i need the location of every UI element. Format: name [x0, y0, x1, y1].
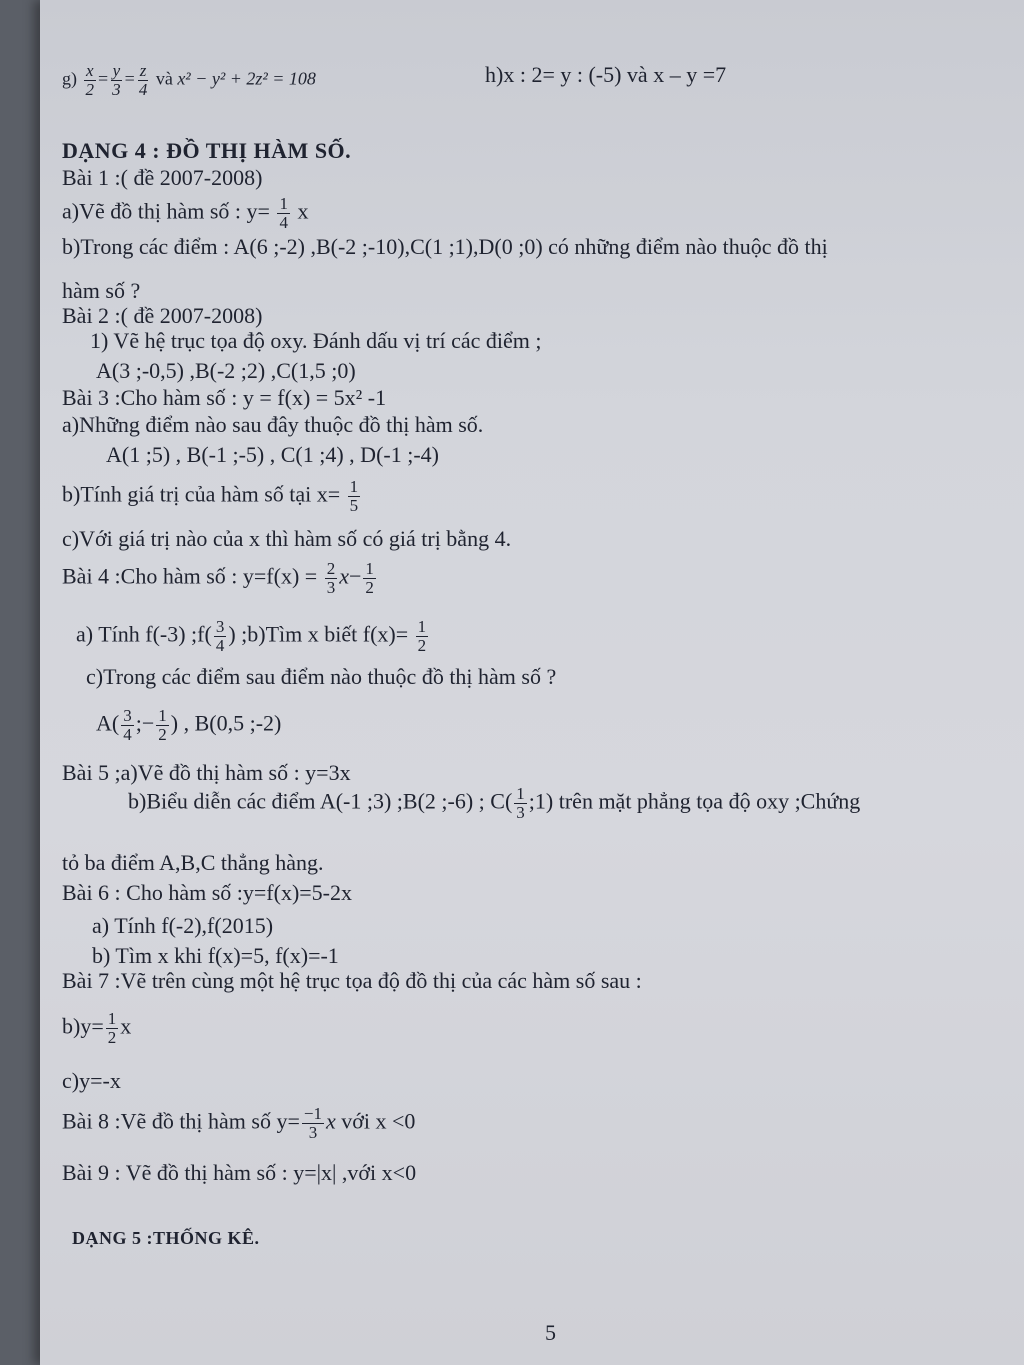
bai7b-text: b)y=: [62, 1013, 104, 1039]
bai5b: [128, 785, 860, 822]
bai1-title: Bài 1 :( đề 2007-2008): [62, 165, 263, 190]
fraction-neg-one-third: $\frac{-1}{3}$: [303, 1104, 322, 1142]
bai8-text: Bài 8 :Vẽ đồ thị hàm số y=: [62, 1108, 300, 1134]
g-label: g): [62, 68, 77, 89]
bai1b-line1: b)Trong các điểm : A(6 ;-2) ,B(-2 ;-10),C(1 ;1),D(0 ;0) có những điểm nào thuộc đồ thị: [62, 234, 828, 259]
bai4a-text: a) Tính f(-3) ;f(: [76, 621, 212, 647]
bai1a-text: a)Vẽ đồ thị hàm số : y=: [62, 198, 270, 224]
bai1a-x: x: [297, 198, 309, 224]
section-heading-dang4: DẠNG 4 : ĐỒ THỊ HÀM SỐ.: [62, 138, 352, 163]
bai2-title: Bài 2 :( đề 2007-2008): [62, 303, 263, 328]
bai3b: [62, 478, 362, 515]
bai2-points: A(3 ;-0,5) ,B(-2 ;2) ,C(1,5 ;0): [96, 358, 356, 383]
bai6-title: Bài 6 : Cho hàm số :y=f(x)=5-2x: [62, 880, 353, 905]
bai7c: c)y=-x: [62, 1068, 121, 1093]
bai4c-points: A( $\frac{3}{4}$ ;− $\frac{1}{2}$ ) , B(0,5 ;-2): [96, 706, 282, 744]
fraction-x-over-2: $\frac{x}{2}$: [85, 61, 94, 99]
bai2-item1: 1) Vẽ hệ trục tọa độ oxy. Đánh dấu vị trí các điểm ;: [90, 328, 542, 353]
bai3b-text: b)Tính giá trị của hàm số tại x=: [62, 481, 341, 507]
bai3a-points: A(1 ;5) , B(-1 ;-5) , C(1 ;4) , D(-1 ;-4): [106, 442, 439, 467]
section-heading-dang5: DẠNG 5 :THỐNG KÊ.: [72, 1228, 260, 1248]
bai8-condition: với x <0: [341, 1108, 416, 1134]
bai4-title: Bài 4 :Cho hàm số : y=f(x) = $\frac{2}{3}$ x− $\frac{1}{2}$: [62, 559, 374, 597]
fraction-z-over-4: $\frac{z}{4}$: [138, 61, 148, 99]
fraction-three-quarters: $\frac{3}{4}$: [215, 617, 225, 655]
exercise-g: g) $\frac{x}{2}$ = $\frac{y}{3}$ = $\frac{z}{4}$ và x² − y² + 2z² = 108: [62, 61, 316, 99]
point-a-open: A(: [96, 710, 120, 736]
bai4a: [76, 618, 430, 655]
bai1a: [62, 195, 308, 232]
bai7b-x: x: [120, 1013, 132, 1039]
bai5b-line2: tỏ ba điểm A,B,C thẳng hàng.: [62, 850, 324, 875]
document-page: [40, 0, 1024, 1365]
bai9: Bài 9 : Vẽ đồ thị hàm số : y=|x| ,với x<0: [62, 1160, 417, 1185]
bai5b-text-end: ;1) trên mặt phẳng tọa độ oxy ;Chứng: [528, 788, 861, 814]
fraction-y-over-3: $\frac{y}{3}$: [112, 61, 121, 99]
bai1b-line2: hàm số ?: [62, 278, 141, 303]
bai5b-text: b)Biểu diễn các điểm A(-1 ;3) ;B(2 ;-6) ; C(: [128, 788, 513, 814]
bai8: Bài 8 :Vẽ đồ thị hàm số y= $\frac{-1}{3}$ x với x <0: [62, 1104, 416, 1142]
g-equation: x² − y² + 2z² = 108: [177, 68, 316, 89]
fraction-neg-one-half: $\frac{1}{2}$: [158, 706, 167, 744]
bai4-text: Bài 4 :Cho hàm số : y=f(x) =: [62, 563, 318, 589]
fraction-one-half-c: $\frac{1}{2}$: [107, 1009, 117, 1047]
g-and: và: [155, 68, 173, 89]
bai4c: c)Trong các điểm sau điểm nào thuộc đồ thị hàm số ?: [86, 664, 557, 689]
bai7b: [62, 1010, 131, 1047]
bai6b: b) Tìm x khi f(x)=5, f(x)=-1: [92, 943, 339, 968]
bai7-title: Bài 7 :Vẽ trên cùng một hệ trục tọa độ đồ thị của các hàm số sau :: [62, 968, 642, 993]
bai5a: Bài 5 ;a)Vẽ đồ thị hàm số : y=3x: [62, 760, 351, 785]
point-b: ) , B(0,5 ;-2): [170, 710, 282, 736]
bai3a: a)Những điểm nào sau đây thuộc đồ thị hàm số.: [62, 412, 484, 437]
fraction-one-quarter: $\frac{1}{4}$: [279, 194, 288, 232]
fraction-three-quarters-b: $\frac{3}{4}$: [123, 706, 132, 744]
bai6a: a) Tính f(-2),f(2015): [92, 913, 274, 938]
fraction-one-half: $\frac{1}{2}$: [365, 559, 374, 597]
fraction-one-half-b: $\frac{1}{2}$: [417, 617, 427, 655]
fraction-one-fifth: $\frac{1}{5}$: [349, 477, 359, 515]
fraction-one-third: $\frac{1}{3}$: [516, 784, 525, 822]
exercise-h: h)x : 2= y : (-5) và x – y =7: [485, 62, 727, 87]
bai3c: c)Với giá trị nào của x thì hàm số có giá trị bằng 4.: [62, 526, 512, 551]
bai3-title: Bài 3 :Cho hàm số : y = f(x) = 5x² -1: [62, 385, 387, 410]
fraction-two-thirds: $\frac{2}{3}$: [326, 559, 336, 597]
page-number: 5: [545, 1320, 556, 1345]
bai4b-text: ) ;b)Tìm x biết f(x)=: [228, 621, 409, 647]
